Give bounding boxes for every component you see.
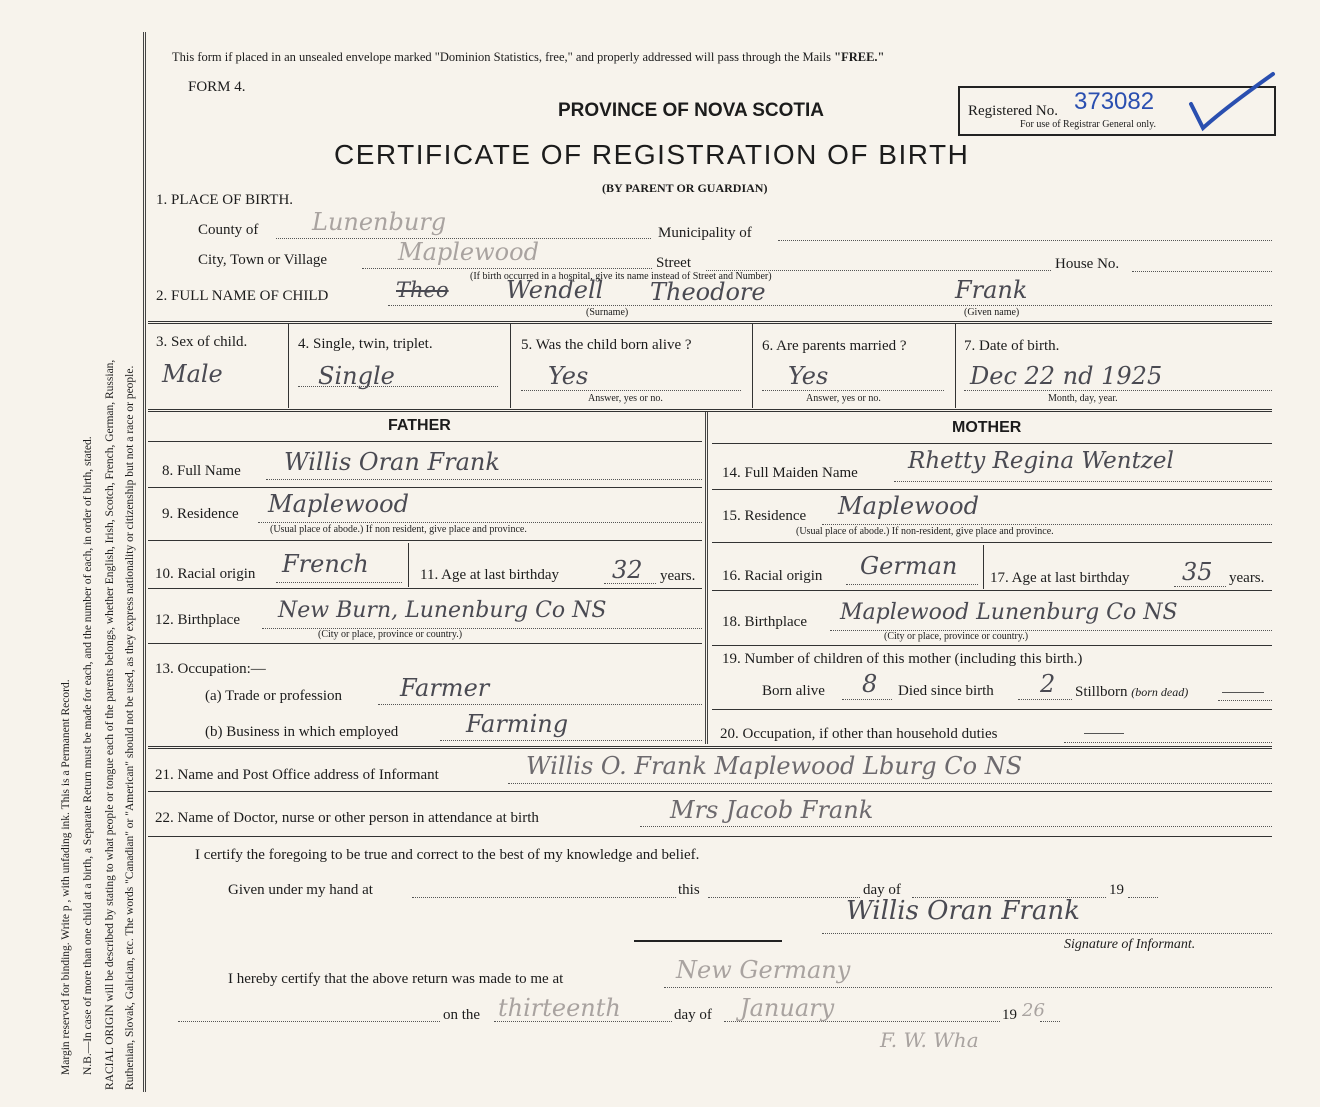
plurality-label: 4. Single, twin, triplet. bbox=[298, 336, 433, 352]
mother-residence-value: Maplewood bbox=[838, 492, 979, 520]
day-of-label: day of bbox=[863, 882, 901, 898]
born-alive-count-label: Born alive bbox=[762, 683, 825, 699]
born-alive-caption: Answer, yes or no. bbox=[588, 393, 663, 404]
street-label: Street bbox=[656, 255, 691, 271]
father-racial-label: 10. Racial origin bbox=[155, 566, 256, 582]
father-abode-note: (Usual place of abode.) If non resident, give place and province. bbox=[270, 524, 527, 535]
plurality-value: Single bbox=[318, 362, 395, 390]
married-value: Yes bbox=[788, 362, 829, 390]
return-place-value: New Germany bbox=[676, 956, 851, 984]
father-age-unit: years. bbox=[660, 568, 696, 584]
registration-number: 373082 bbox=[1074, 88, 1155, 115]
mother-place-note: (City or place, province or country.) bbox=[884, 631, 1029, 642]
signature-caption: Signature of Informant. bbox=[1064, 937, 1196, 952]
sex-value: Male bbox=[162, 360, 223, 388]
place-of-birth-label: 1. PLACE OF BIRTH. bbox=[156, 192, 294, 208]
informant-label: 21. Name and Post Office address of Informant bbox=[155, 767, 439, 783]
mother-age-unit: years. bbox=[1229, 570, 1265, 586]
father-birthplace-value: New Burn, Lunenburg Co NS bbox=[278, 598, 607, 623]
trade-value: Farmer bbox=[400, 674, 490, 702]
return-label: I hereby certify that the above return was made to me at bbox=[228, 971, 564, 987]
father-racial-value: French bbox=[282, 550, 369, 578]
margin-note-2: N.B.—In case of more than one child at a birth, a Separate Return must be made for each, and the number of each, in order of birth, stated. bbox=[82, 436, 94, 1075]
this-label: this bbox=[678, 882, 700, 898]
on-the-value: thirteenth bbox=[498, 994, 621, 1022]
born-alive-label: 5. Was the child born alive ? bbox=[521, 337, 692, 353]
mother-abode-note: (Usual place of abode.) If non-resident, give place and province. bbox=[796, 526, 1054, 537]
mother-heading: MOTHER bbox=[952, 419, 1022, 436]
father-residence-label: 9. Residence bbox=[162, 506, 239, 522]
margin-note-1: Margin reserved for binding. Write p , with unfading ink. This is a Permanent Record. bbox=[60, 679, 72, 1075]
business-value: Farming bbox=[466, 710, 569, 738]
date-of-birth-value: Dec 22 nd 1925 bbox=[970, 362, 1163, 390]
mother-birthplace-label: 18. Birthplace bbox=[722, 614, 807, 630]
hospital-note: (If birth occurred in a hospital, give its name instead of Street and Number) bbox=[470, 271, 772, 282]
form-number: FORM 4. bbox=[188, 79, 246, 95]
month-value: January bbox=[740, 994, 835, 1022]
mother-occupation-label: 20. Occupation, if other than household duties bbox=[720, 726, 998, 742]
children-count-label: 19. Number of children of this mother (including this birth.) bbox=[722, 651, 1083, 667]
on-the-label: on the bbox=[443, 1007, 481, 1023]
page-subtitle: (BY PARENT OR GUARDIAN) bbox=[602, 181, 768, 195]
page-title: CERTIFICATE OF REGISTRATION OF BIRTH bbox=[334, 139, 970, 170]
registration-note: For use of Registrar General only. bbox=[1020, 119, 1156, 130]
given-name-caption: (Given name) bbox=[964, 307, 1020, 318]
city-value: Maplewood bbox=[398, 238, 539, 266]
mother-age-label: 17. Age at last birthday bbox=[990, 570, 1130, 586]
city-label: City, Town or Village bbox=[198, 252, 328, 268]
surname-caption: (Surname) bbox=[586, 307, 629, 318]
occupation-label: 13. Occupation:— bbox=[155, 661, 266, 677]
born-alive-value: Yes bbox=[548, 362, 589, 390]
mother-residence-label: 15. Residence bbox=[722, 508, 807, 524]
margin-note-3: RACIAL ORIGIN will be described by stating to what people or tongue each of the parents belongs, whether English, Irish, Scotch, French, German, Russian, bbox=[104, 359, 116, 1090]
given-under-label: Given under my hand at bbox=[228, 882, 373, 898]
year-value: 26 bbox=[1022, 1000, 1045, 1021]
mail-free: "FREE." bbox=[834, 50, 885, 64]
mother-name-label: 14. Full Maiden Name bbox=[722, 465, 858, 481]
check-mark-icon bbox=[1185, 68, 1280, 138]
mother-racial-value: German bbox=[860, 552, 958, 580]
attendant-value: Mrs Jacob Frank bbox=[670, 796, 874, 824]
certify-statement: I certify the foregoing to be true and correct to the best of my knowledge and belief. bbox=[195, 847, 700, 863]
died-since-birth-label: Died since birth bbox=[898, 683, 994, 699]
child-middle-name: Theodore bbox=[650, 278, 766, 306]
business-label: (b) Business in which employed bbox=[205, 724, 399, 740]
mother-age-value: 35 bbox=[1182, 558, 1213, 586]
father-age-value: 32 bbox=[612, 556, 643, 584]
mother-birthplace-value: Maplewood Lunenburg Co NS bbox=[840, 600, 1178, 625]
child-surname: Wendell bbox=[506, 276, 604, 304]
father-name-value: Willis Oran Frank bbox=[284, 448, 500, 476]
mail-notice: This form if placed in an unsealed envelope marked "Dominion Statistics, free," and properly addressed will pass through the Mails "FREE." bbox=[172, 50, 885, 64]
stillborn-label: Stillborn (born dead) bbox=[1075, 684, 1189, 700]
county-label: County of bbox=[198, 222, 259, 238]
father-place-note: (City or place, province or country.) bbox=[318, 629, 463, 640]
child-name-label: 2. FULL NAME OF CHILD bbox=[156, 288, 329, 304]
father-age-label: 11. Age at last birthday bbox=[420, 567, 559, 583]
father-residence-value: Maplewood bbox=[268, 490, 409, 518]
died-since-birth-value: 2 bbox=[1040, 670, 1056, 698]
province-heading: PROVINCE OF NOVA SCOTIA bbox=[558, 100, 825, 121]
sex-label: 3. Sex of child. bbox=[156, 334, 248, 350]
father-heading: FATHER bbox=[388, 417, 451, 434]
child-name-struck: Theo bbox=[396, 278, 449, 302]
informant-value: Willis O. Frank Maplewood Lburg Co NS bbox=[526, 752, 1023, 780]
day-of-label-2: day of bbox=[674, 1007, 712, 1023]
married-caption: Answer, yes or no. bbox=[806, 393, 881, 404]
year-prefix-2: 19 bbox=[1002, 1007, 1017, 1023]
date-of-birth-caption: Month, day, year. bbox=[1048, 393, 1118, 404]
county-value: Lunenburg bbox=[312, 208, 447, 236]
child-given-name: Frank bbox=[955, 276, 1028, 304]
married-label: 6. Are parents married ? bbox=[762, 338, 907, 354]
born-alive-count-value: 8 bbox=[862, 670, 878, 698]
house-label: House No. bbox=[1055, 256, 1120, 272]
margin-rule bbox=[143, 32, 146, 1092]
date-of-birth-label: 7. Date of birth. bbox=[964, 338, 1060, 354]
informant-signature: Willis Oran Frank bbox=[846, 896, 1080, 926]
mother-name-value: Rhetty Regina Wentzel bbox=[908, 448, 1174, 474]
municipality-label: Municipality of bbox=[658, 225, 752, 241]
margin-note-4: Ruthenian, Slovak, Galician, etc. The words "Canadian" or "American" should not be used, as they express nationality or citizenship but not a race or people. bbox=[124, 365, 136, 1090]
registrar-initials: F. W. Wha bbox=[880, 1028, 979, 1052]
attendant-label: 22. Name of Doctor, nurse or other person in attendance at birth bbox=[155, 810, 539, 826]
father-birthplace-label: 12. Birthplace bbox=[155, 612, 240, 628]
year-prefix: 19 bbox=[1109, 882, 1124, 898]
trade-label: (a) Trade or profession bbox=[205, 688, 343, 704]
mother-racial-label: 16. Racial origin bbox=[722, 568, 823, 584]
father-name-label: 8. Full Name bbox=[162, 463, 241, 479]
registration-label: Registered No. bbox=[968, 103, 1058, 119]
